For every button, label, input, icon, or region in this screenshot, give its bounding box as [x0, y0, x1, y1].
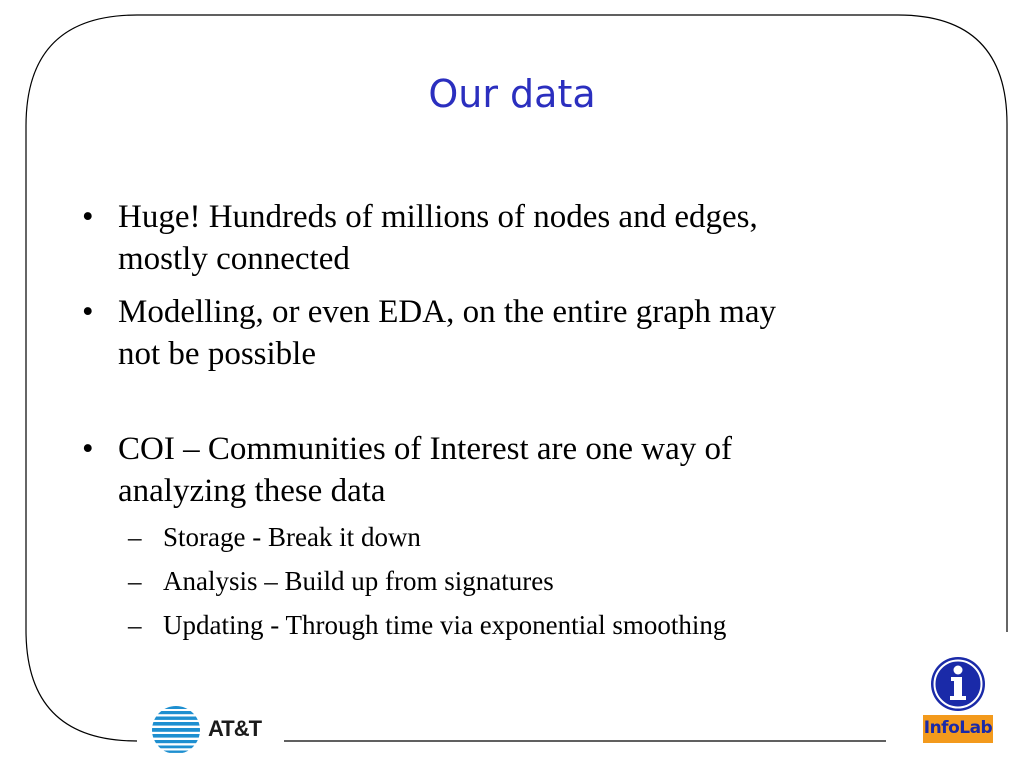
bullet-marker: •: [82, 294, 94, 330]
bullet-item: [80, 428, 940, 647]
sub-bullet-marker: –: [128, 610, 142, 640]
bullet-list: [80, 196, 940, 658]
slide-title: Our data: [428, 72, 596, 116]
bullet-text-line: mostly connected: [118, 241, 350, 277]
bullet-item: [80, 196, 940, 280]
bullet-item: [80, 291, 940, 375]
sub-bullet-item: [128, 559, 940, 603]
bullet-marker: •: [82, 431, 94, 467]
bullet-text-line: COI – Communities of Interest are one way of: [118, 431, 733, 467]
sub-bullet-marker: –: [128, 566, 142, 596]
bullet-text-line: Huge! Hundreds of millions of nodes and edges,: [118, 199, 758, 235]
sub-bullet-marker: –: [128, 522, 142, 552]
infolab-logo: [922, 652, 994, 748]
att-wordmark: AT&T: [208, 716, 262, 741]
bullet-text-line: Modelling, or even EDA, on the entire graph may: [118, 294, 776, 330]
sub-bullet-item: [128, 515, 940, 559]
bullet-marker: •: [82, 199, 94, 235]
sub-bullet-item: [128, 603, 940, 647]
infolab-wordmark: InfoLab: [923, 718, 993, 738]
att-globe-icon: [150, 704, 202, 756]
bullet-text-line: not be possible: [118, 336, 316, 372]
sub-bullet-text: Analysis – Build up from signatures: [163, 566, 554, 596]
bullet-text-line: analyzing these data: [118, 473, 386, 509]
sub-bullet-text: Updating - Through time via exponential smoothing: [163, 610, 727, 640]
sub-bullet-list: [128, 515, 940, 647]
sub-bullet-text: Storage - Break it down: [163, 522, 421, 552]
